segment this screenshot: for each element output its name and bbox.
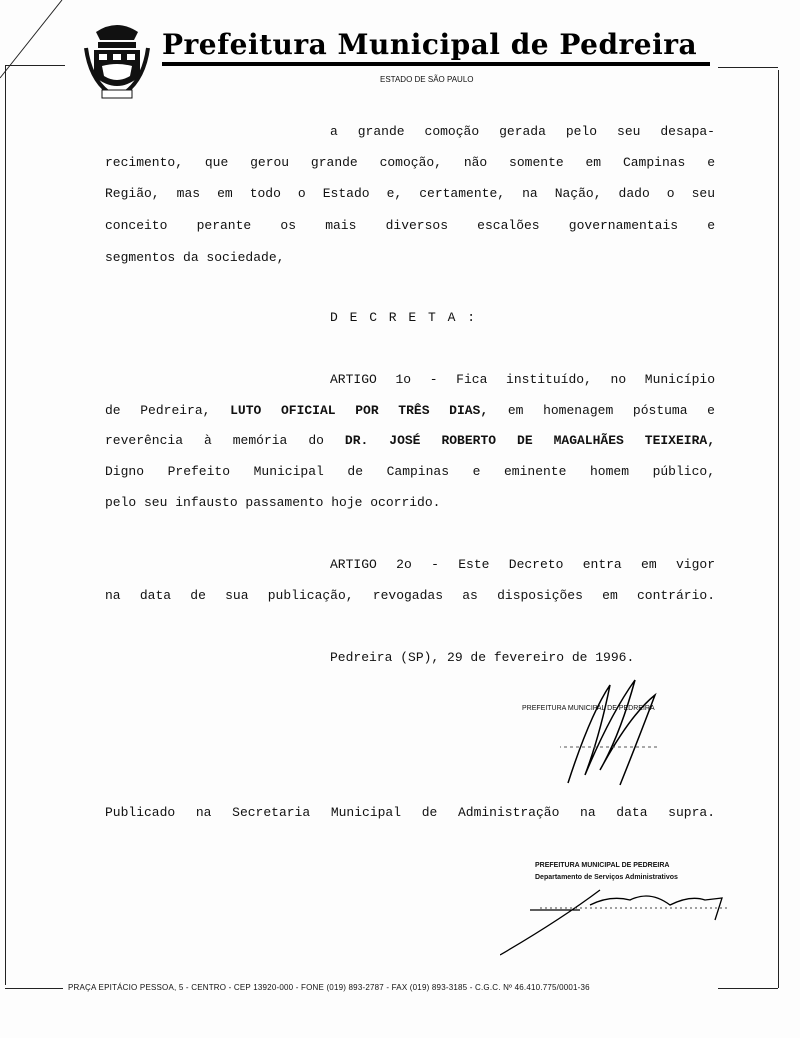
article-1-line xyxy=(105,403,715,418)
stamp-text: PREFEITURA MUNICIPAL DE PEDREIRA xyxy=(522,705,655,712)
coat-of-arms-logo xyxy=(84,18,150,100)
article-1-line xyxy=(105,433,715,448)
title-rule xyxy=(162,62,710,66)
secretary-signature xyxy=(500,880,730,960)
honoree-name: DR. JOSÉ ROBERTO DE MAGALHÃES TEIXEIRA, xyxy=(344,433,715,448)
text: reverência à memória do xyxy=(105,433,324,448)
state-subtitle: ESTADO DE SÃO PAULO xyxy=(380,75,474,84)
article-2-line: na data de sua publicação, revogadas as disposições em contrário. xyxy=(105,588,715,603)
stamp-text: Departamento de Serviços Administrativos xyxy=(535,874,678,881)
paragraph-line: recimento, que gerou grande comoção, não somente em Campinas e xyxy=(105,155,715,170)
frame-left xyxy=(5,65,6,985)
paragraph-line: segmentos da sociedade, xyxy=(105,250,285,265)
frame-bottom-left xyxy=(5,988,63,989)
publication-line: Publicado na Secretaria Municipal de Administração na data supra. xyxy=(105,805,715,820)
stamp-text: PREFEITURA MUNICIPAL DE PEDREIRA xyxy=(535,862,670,869)
article-1-line: ARTIGO 1o - Fica instituído, no Município xyxy=(330,372,715,387)
text: de Pedreira, xyxy=(105,403,211,418)
decreta-heading: D E C R E T A : xyxy=(330,310,478,325)
luto-oficial: LUTO OFICIAL POR TRÊS DIAS, xyxy=(230,403,489,418)
text: em homenagem póstuma e xyxy=(507,403,715,418)
paragraph-line: a grande comoção gerada pelo seu desapa- xyxy=(330,124,715,139)
date-line: Pedreira (SP), 29 de fevereiro de 1996. xyxy=(330,650,635,665)
frame-top-right xyxy=(718,67,778,68)
frame-bottom-right xyxy=(718,988,778,989)
footer-address: PRAÇA EPITÁCIO PESSOA, 5 - CENTRO - CEP 13920-000 - FONE (019) 893-2787 - FAX (019) 893-3185 - C.G.C. Nº 46.410.775/0001-36 xyxy=(68,983,590,992)
page-title: Prefeitura Municipal de Pedreira xyxy=(162,28,698,61)
paragraph-line: Região, mas em todo o Estado e, certamente, na Nação, dado o seu xyxy=(105,186,715,201)
paragraph-line: conceito perante os mais diversos escalões governamentais e xyxy=(105,218,715,233)
article-1-line: Digno Prefeito Municipal de Campinas e eminente homem público, xyxy=(105,464,715,479)
article-1-line: pelo seu infausto passamento hoje ocorrido. xyxy=(105,495,441,510)
frame-right xyxy=(778,70,779,988)
mayor-signature xyxy=(560,675,680,795)
article-2-line: ARTIGO 2o - Este Decreto entra em vigor xyxy=(330,557,715,572)
